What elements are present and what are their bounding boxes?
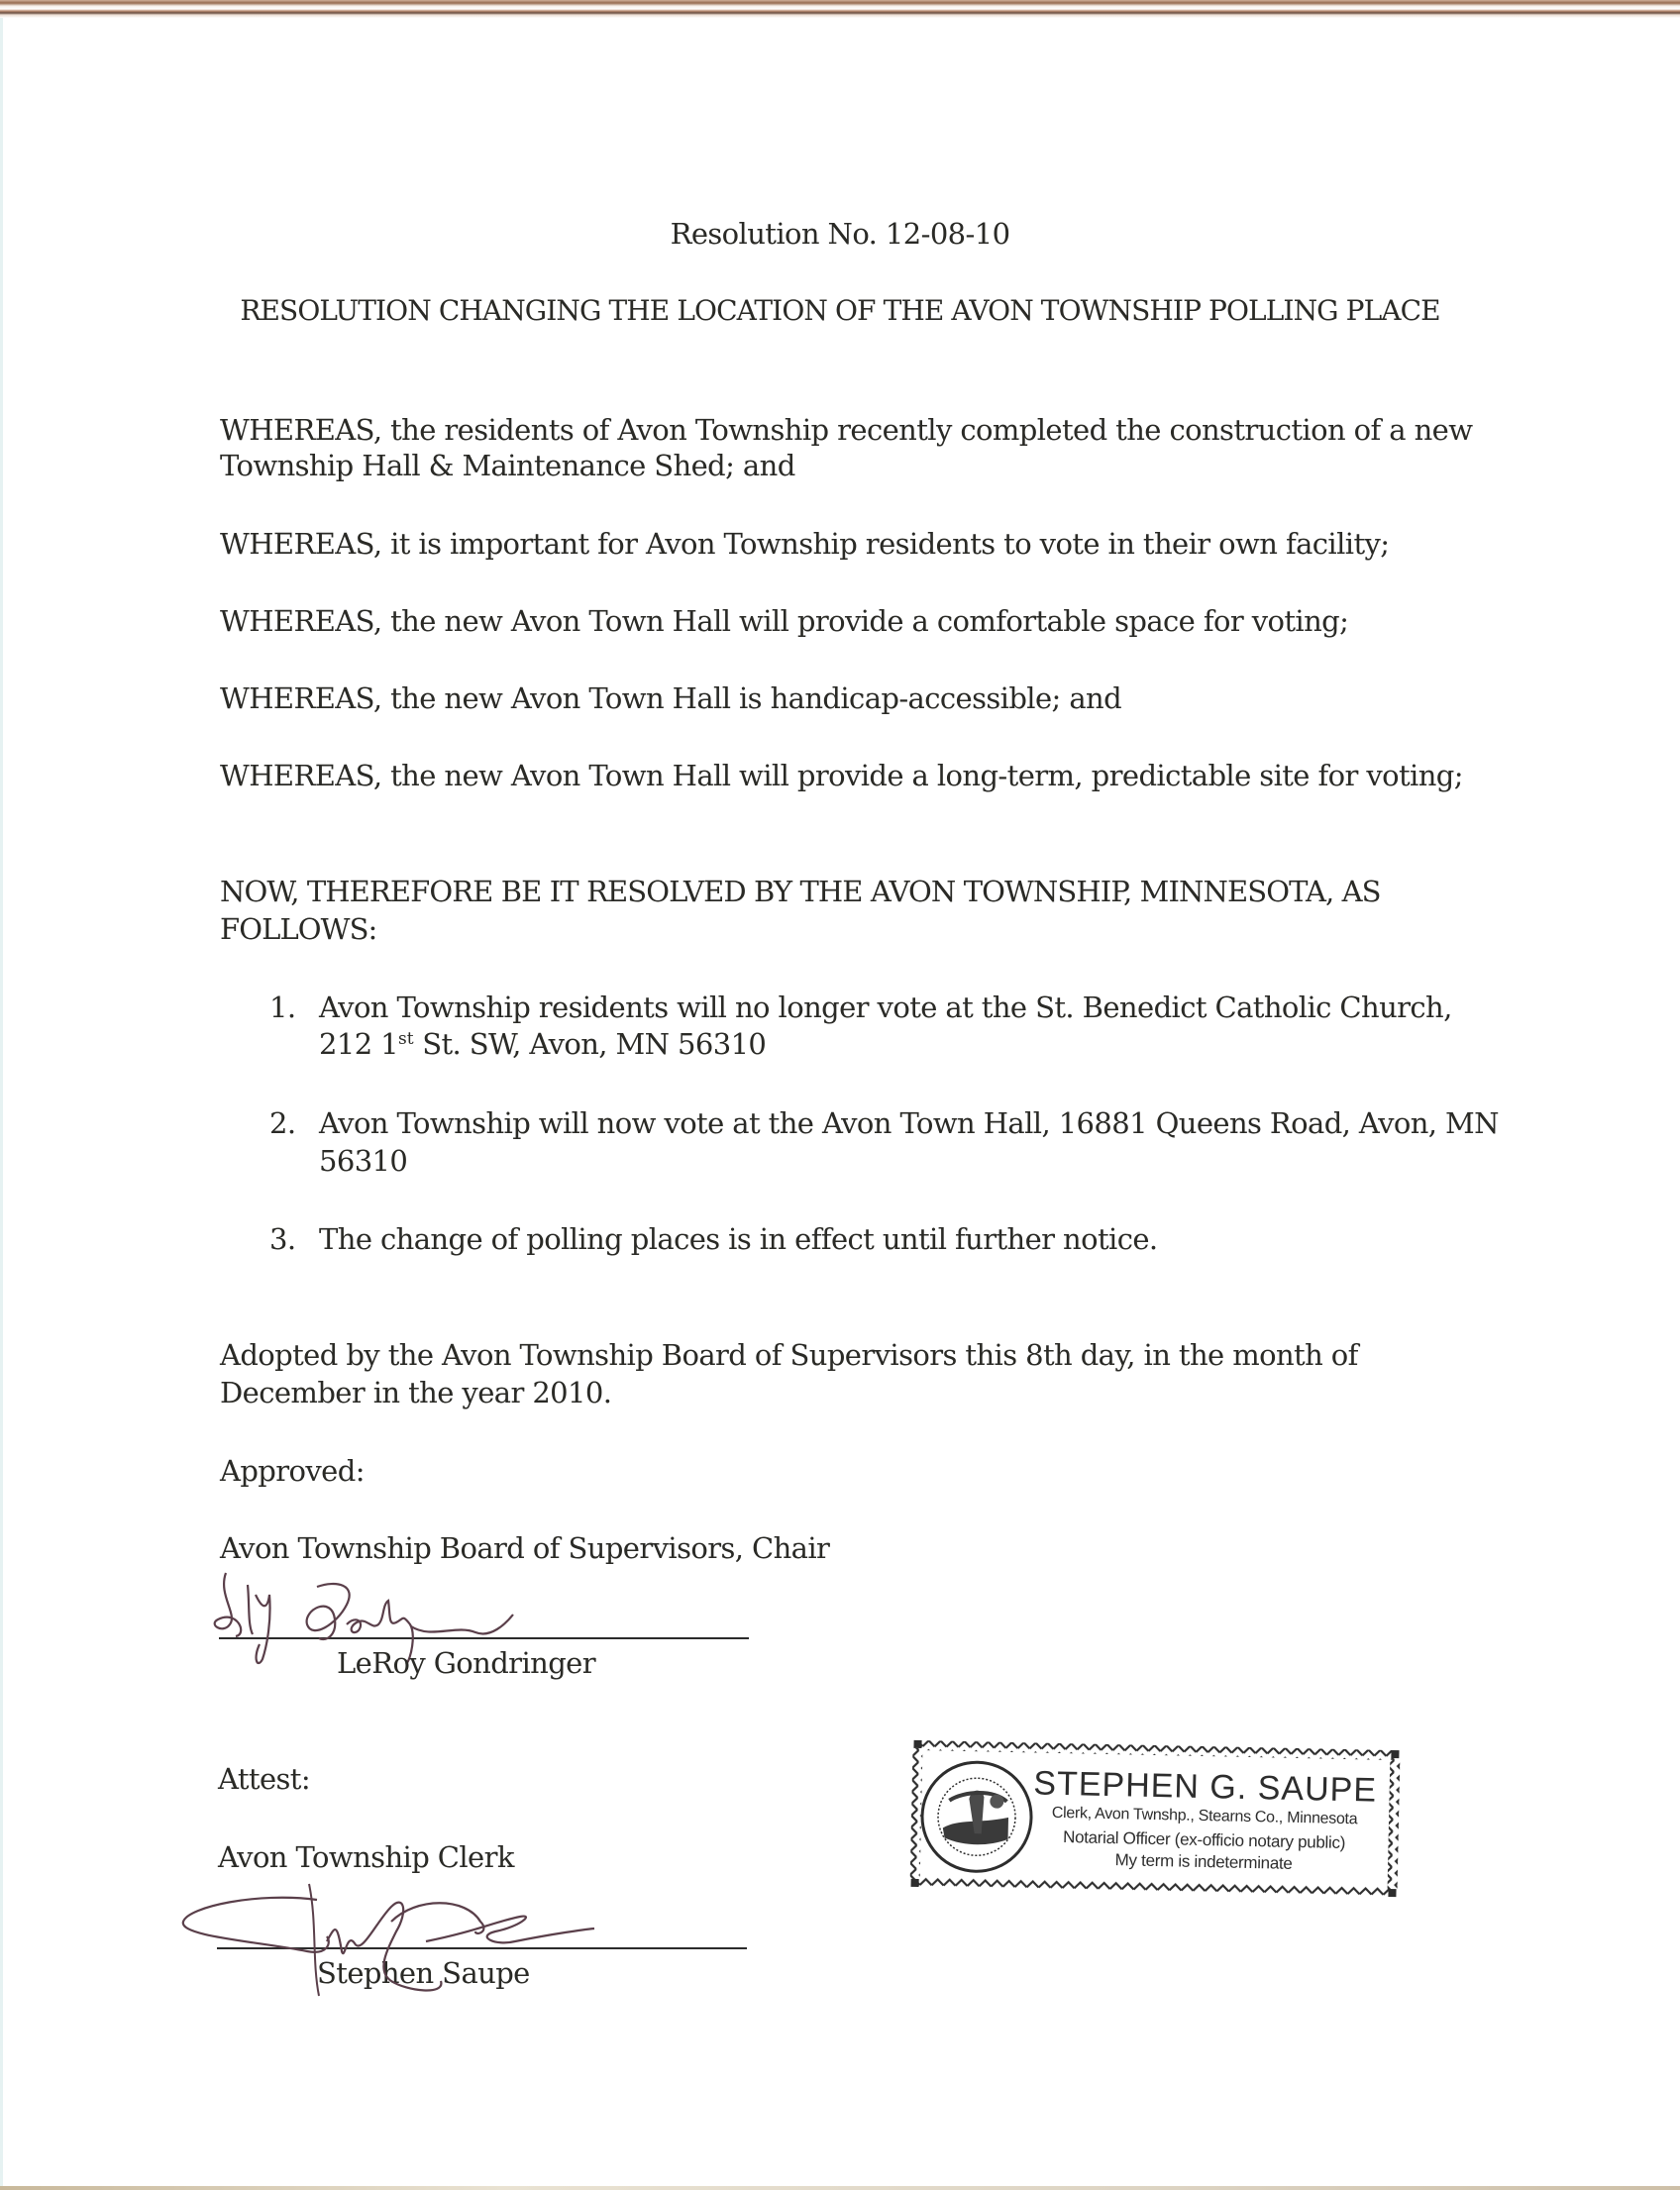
stamp-notary-line: Notarial Officer (ex-officio notary public)	[1062, 1827, 1346, 1853]
address-rest: St. SW, Avon, MN 56310	[413, 1027, 767, 1061]
item-text-line-1: The change of polling places is in effect until further notice.	[319, 1222, 1158, 1256]
whereas-4: WHEREAS, the new Avon Town Hall is handicap-accessible; and	[220, 681, 1122, 715]
minnesota-state-seal	[921, 1761, 1032, 1872]
notary-stamp	[907, 1738, 1402, 1901]
item-number: 3.	[269, 1222, 296, 1256]
adopted-line-1: Adopted by the Avon Township Board of Supervisors this 8th day, in the month of	[220, 1338, 1358, 1372]
adopted-line-2: December in the year 2010.	[220, 1376, 612, 1409]
scan-edge-top	[0, 0, 1680, 18]
resolved-line-2: FOLLOWS:	[220, 912, 377, 946]
resolved-line-1: NOW, THEREFORE BE IT RESOLVED BY THE AVON TOWNSHIP, MINNESOTA, AS	[220, 875, 1381, 908]
item-text-line-1: Avon Township will now vote at the Avon Town Hall, 16881 Queens Road, Avon, MN	[319, 1106, 1499, 1140]
whereas-3: WHEREAS, the new Avon Town Hall will provide a comfortable space for voting;	[220, 604, 1349, 638]
ordinal-suffix: st	[398, 1029, 414, 1049]
whereas-1-line-2: Township Hall & Maintenance Shed; and	[220, 449, 795, 482]
whereas-1-line-1: WHEREAS, the residents of Avon Township recently completed the construction of a new	[220, 413, 1473, 447]
scan-edge-left	[0, 18, 3, 2186]
approved-label: Approved:	[220, 1454, 365, 1488]
stamp-name: STEPHEN G. SAUPE	[1033, 1764, 1378, 1810]
whereas-2: WHEREAS, it is important for Avon Township residents to vote in their own facility;	[220, 527, 1390, 561]
address-number: 212 1	[319, 1027, 399, 1061]
clerk-name: Stephen Saupe	[317, 1956, 530, 1990]
resolution-number	[0, 217, 1680, 251]
attest-label: Attest:	[218, 1762, 311, 1796]
item-number: 2.	[269, 1106, 296, 1140]
scan-edge-bottom	[0, 2186, 1680, 2190]
item-text-line-2: 56310	[319, 1144, 408, 1178]
chair-role: Avon Township Board of Supervisors, Chair	[220, 1531, 830, 1565]
clerk-role: Avon Township Clerk	[218, 1840, 514, 1874]
item-number: 1.	[269, 991, 296, 1024]
item-text-line-2	[319, 1027, 767, 1061]
clerk-signature	[178, 1882, 674, 2001]
stamp-term-line: My term is indeterminate	[1114, 1850, 1293, 1873]
resolution-title-text: RESOLUTION CHANGING THE LOCATION OF THE AVON TOWNSHIP POLLING PLACE	[240, 294, 1440, 327]
item-text-line-1: Avon Township residents will no longer vote at the St. Benedict Catholic Church,	[319, 991, 1452, 1024]
resolution-title	[0, 294, 1680, 327]
whereas-5: WHEREAS, the new Avon Town Hall will provide a long-term, predictable site for voting;	[220, 759, 1463, 792]
resolution-number-text: Resolution No. 12-08-10	[670, 217, 1010, 251]
chair-name: LeRoy Gondringer	[337, 1646, 595, 1680]
stamp-title-line: Clerk, Avon Twnshp., Stearns Co., Minnesota	[1051, 1804, 1358, 1828]
